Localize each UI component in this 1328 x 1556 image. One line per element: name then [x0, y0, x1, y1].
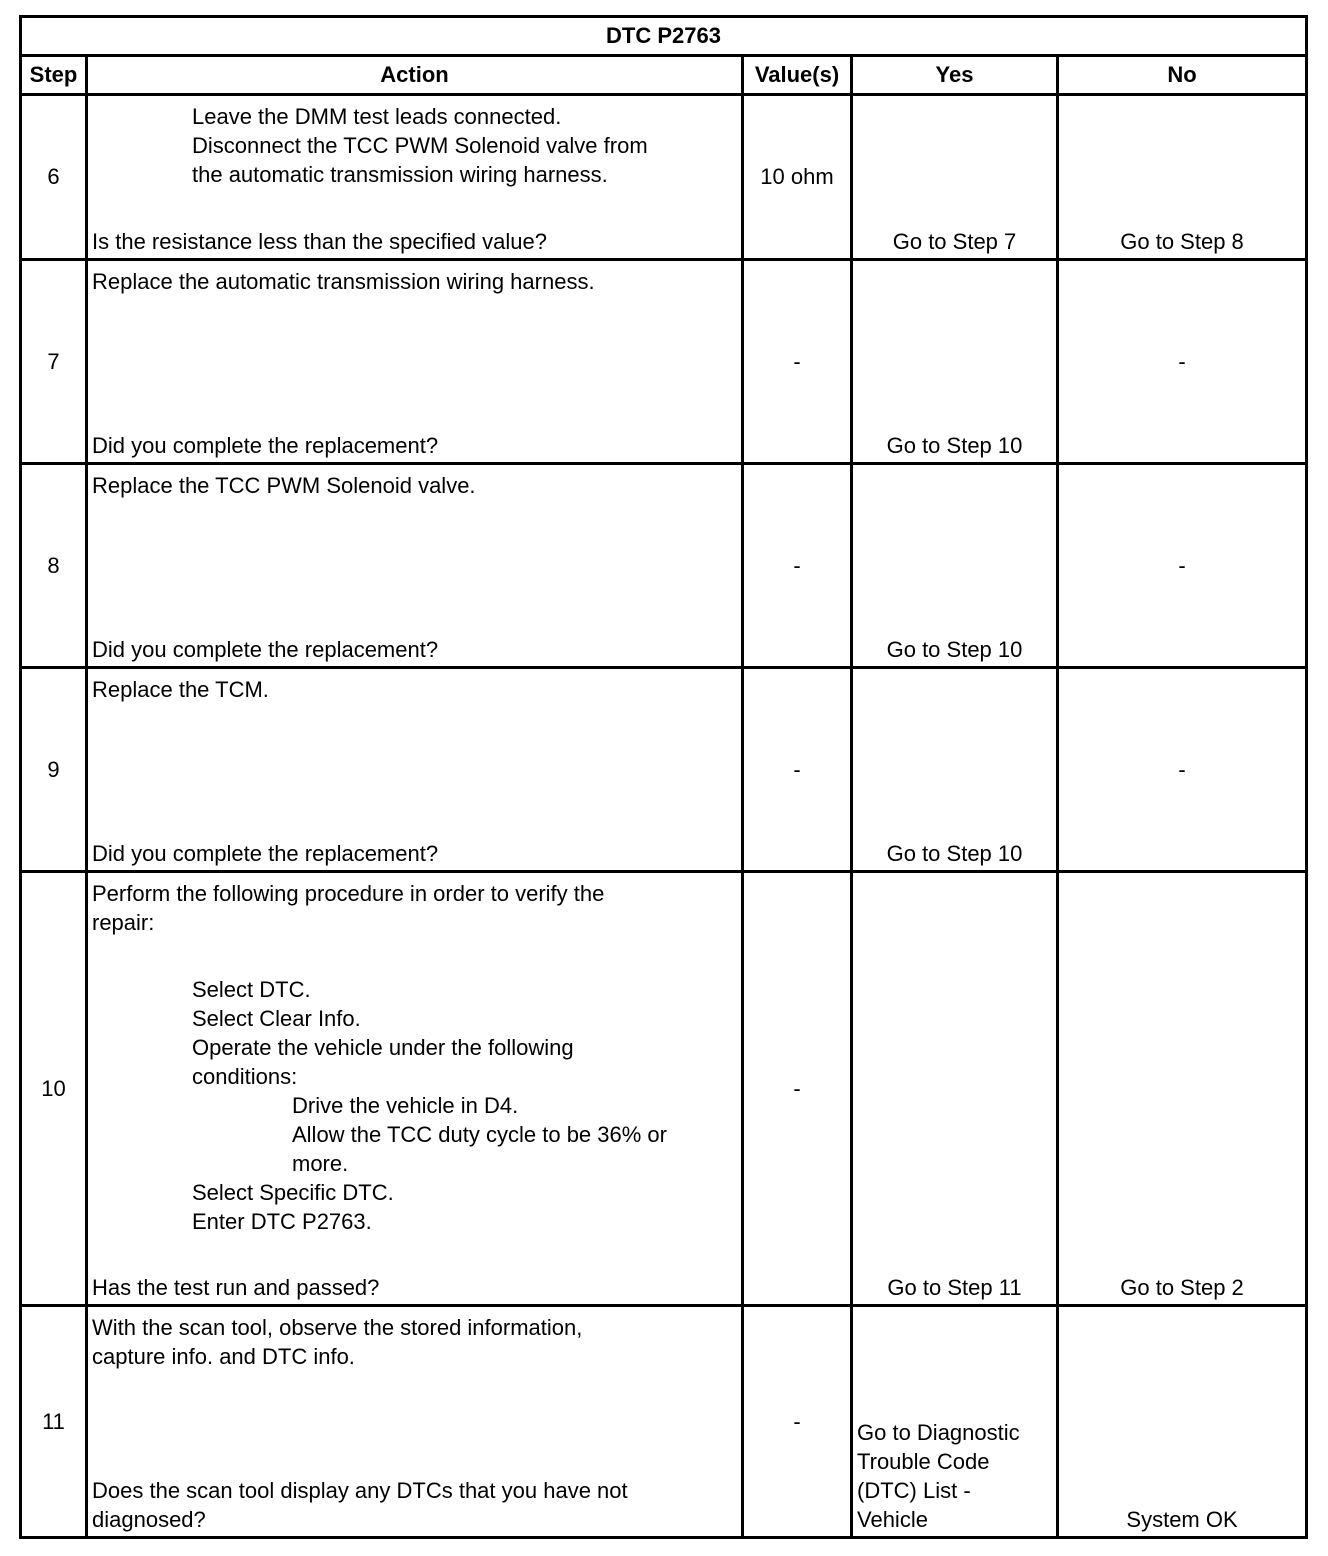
action-question: Has the test run and passed?	[92, 1275, 380, 1300]
table-row	[21, 1306, 1307, 1538]
action-line: Leave the DMM test leads connected.	[192, 104, 562, 129]
value-cell: -	[743, 464, 852, 668]
table-row	[21, 872, 1307, 1306]
action-line: Replace the automatic transmission wiring harness.	[92, 269, 595, 294]
action-question: Did you complete the replacement?	[92, 433, 439, 458]
condition-item: more.	[292, 1151, 349, 1176]
yes-cell	[852, 1306, 1058, 1538]
no-cell	[1058, 95, 1307, 260]
yes-link: Go to Step 7	[892, 229, 1017, 254]
header-values: Value(s)	[743, 56, 852, 95]
action-question: Does the scan tool display any DTCs that you have not	[92, 1478, 628, 1503]
action-line: Replace the TCM.	[92, 677, 269, 702]
yes-link: Trouble Code	[857, 1449, 990, 1474]
procedure-step: Enter DTC P2763.	[192, 1209, 372, 1234]
action-line: the automatic transmission wiring harness.	[192, 162, 608, 187]
action-line: Disconnect the TCC PWM Solenoid valve from	[192, 133, 648, 158]
procedure-step: Operate the vehicle under the following	[192, 1035, 574, 1060]
value-cell: -	[743, 872, 852, 1306]
procedure-step: Select Specific DTC.	[192, 1180, 394, 1205]
action-line: repair:	[92, 910, 155, 935]
yes-cell	[852, 872, 1058, 1306]
action-question: Is the resistance less than the specified value?	[92, 229, 547, 254]
value-cell: -	[743, 1306, 852, 1538]
action-cell	[87, 872, 743, 1306]
no-cell	[1058, 1306, 1307, 1538]
header-action: Action	[87, 56, 743, 95]
action-question: Did you complete the replacement?	[92, 841, 439, 866]
no-link: Go to Step 2	[1120, 1275, 1244, 1300]
no-link: -	[1178, 552, 1186, 578]
yes-link: Go to Step 10	[886, 841, 1023, 866]
condition-item: Allow the TCC duty cycle to be 36% or	[292, 1122, 667, 1147]
action-cell	[87, 1306, 743, 1538]
table-row	[21, 95, 1307, 260]
no-cell	[1058, 668, 1307, 872]
title-row	[21, 17, 1307, 56]
action-line: capture info. and DTC info.	[92, 1344, 355, 1369]
procedure-step: Select Clear Info.	[192, 1006, 361, 1031]
header-no: No	[1058, 56, 1307, 95]
value-cell: -	[743, 668, 852, 872]
yes-cell	[852, 668, 1058, 872]
dtc-table	[19, 15, 1308, 1539]
step-number: 10	[21, 872, 87, 1306]
action-cell	[87, 668, 743, 872]
dtc-table-sheet	[19, 15, 1305, 1539]
value-cell: -	[743, 260, 852, 464]
yes-link: Go to Diagnostic	[857, 1420, 1020, 1445]
action-question: diagnosed?	[92, 1507, 206, 1532]
table-row	[21, 260, 1307, 464]
yes-cell	[852, 464, 1058, 668]
header-row	[21, 56, 1307, 95]
no-link: -	[1178, 348, 1186, 374]
no-cell	[1058, 872, 1307, 1306]
no-link: -	[1178, 756, 1186, 782]
yes-link: Go to Step 10	[886, 637, 1023, 662]
table-row	[21, 668, 1307, 872]
action-line: With the scan tool, observe the stored information,	[92, 1315, 583, 1340]
step-number: 8	[21, 464, 87, 668]
yes-link: (DTC) List -	[857, 1478, 971, 1503]
yes-link: Go to Step 11	[887, 1275, 1022, 1300]
action-line: Perform the following procedure in order to verify the	[92, 881, 605, 906]
value-cell: 10 ohm	[743, 95, 852, 260]
header-yes: Yes	[852, 56, 1058, 95]
no-link: Go to Step 8	[1120, 229, 1244, 254]
no-cell	[1058, 464, 1307, 668]
no-cell	[1058, 260, 1307, 464]
yes-cell	[852, 260, 1058, 464]
action-question: Did you complete the replacement?	[92, 637, 439, 662]
header-step: Step	[21, 56, 87, 95]
action-cell	[87, 95, 743, 260]
condition-item: Drive the vehicle in D4.	[292, 1093, 519, 1118]
step-number: 6	[21, 95, 87, 260]
action-cell	[87, 464, 743, 668]
step-number: 7	[21, 260, 87, 464]
yes-link: Vehicle	[857, 1507, 928, 1532]
action-line: Replace the TCC PWM Solenoid valve.	[92, 473, 476, 498]
procedure-step: conditions:	[192, 1064, 298, 1089]
yes-cell	[852, 95, 1058, 260]
no-link: System OK	[1126, 1507, 1238, 1532]
step-number: 9	[21, 668, 87, 872]
table-row	[21, 464, 1307, 668]
action-cell	[87, 260, 743, 464]
yes-link: Go to Step 10	[886, 433, 1023, 458]
table-title: DTC P2763	[21, 17, 1307, 56]
step-number: 11	[21, 1306, 87, 1538]
procedure-step: Select DTC.	[192, 977, 311, 1002]
